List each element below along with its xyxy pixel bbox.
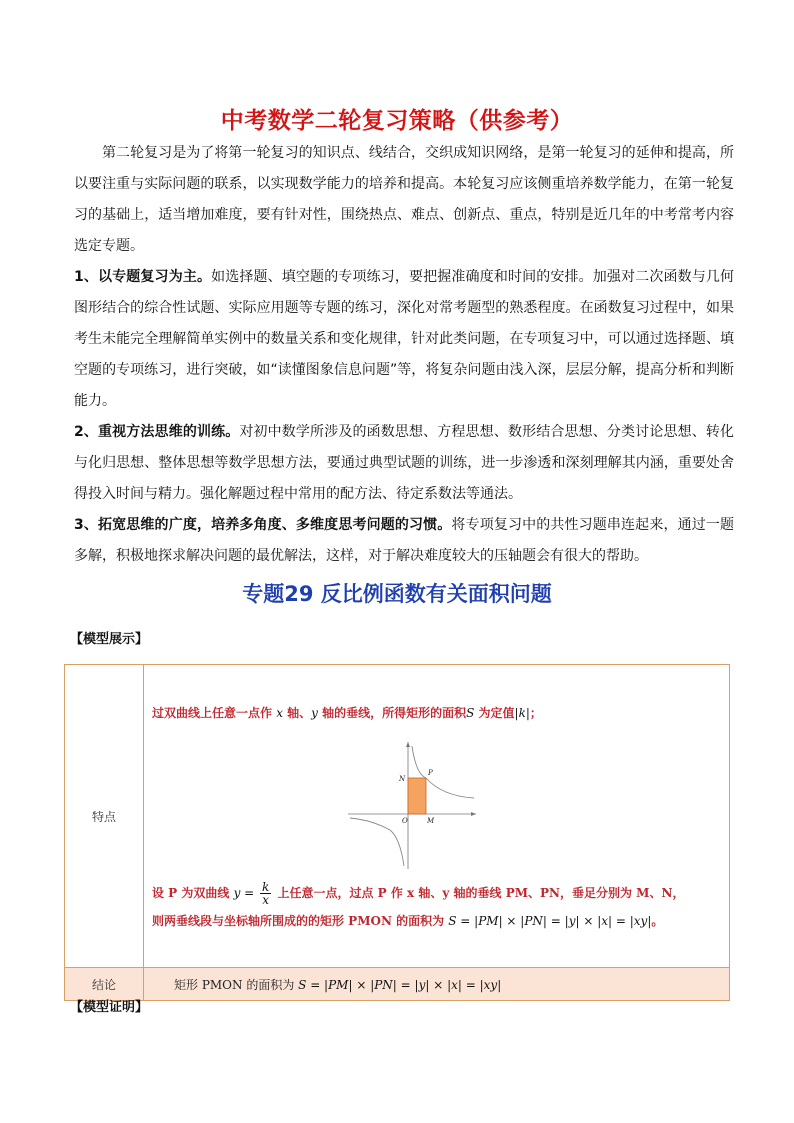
desc-end: 。 [651,913,664,928]
desc-text-c: 则两垂线段与坐标轴所围成的的矩形 PMON 的面积为 [152,913,449,928]
fraction-denominator: x [262,892,270,907]
hyperbola-branch-left [350,818,404,866]
conclusion-content [144,968,730,1001]
feature-var-y: y [311,705,318,720]
desc-var-y: y [233,885,241,900]
desc-text-b: 上任意一点，过点 P 作 x 轴、y 轴的垂线 PM、PN，垂足分别为 M、N， [273,885,685,900]
feature-abs-k: |k| [514,705,530,720]
label-p: P [428,768,433,777]
conclusion-text: 矩形 PMON 的面积为 [174,977,299,992]
feature-text-a: 过双曲线上任意一点作 [152,705,277,720]
feature-text-d: 为定值 [474,705,515,720]
hyperbola-graph [342,738,482,873]
model-table [64,664,730,1001]
label-o: O [402,816,408,825]
label-m: M [427,816,435,825]
intro-paragraph: 第二轮复习是为了将第一轮复习的知识点、线结合，交织成知识网络，是第一轮复习的延伸和提高，所以要注重与实际问题的联系，以实现数学能力的培养和提高。本轮复习应该侧重培养数学能力，在第一轮复习的基础上，适当增加难度，要有针对性，围绕热点、难点、创新点、重点，特别是近几年的中考常考内容选定专题。 [74,145,734,254]
feature-text-e: ； [529,705,542,720]
intro-block [74,138,734,572]
fraction-numerator: k [262,879,270,894]
x-axis-arrow [471,812,476,816]
area-rectangle [408,778,426,814]
feature-description [152,879,721,935]
point-2-text: 对初中数学所涉及的函数思想、方程思想、数形结合思想、分类讨论思想、转化与化归思想、整体思想等数学思想方法，要通过典型试题的训练，进一步渗透和深刻理解其内涵，重要处舍得投入时间与精力。强化解题过程中常用的配方法、待定系数法等通法。 [74,424,734,502]
conclusion-formula: S = |PM| × |PN| = |y| × |x| = |xy| [298,977,502,992]
point-2 [74,417,734,510]
point-3 [74,510,734,572]
conclusion-label: 结论 [65,968,144,1001]
desc-equals: = [240,885,259,900]
model-show-label: 【模型展示】 [70,632,149,647]
section-title: 专题29 反比例函数有关面积问题 [242,582,552,606]
point-2-heading: 2、重视方法思维的训练。 [74,424,240,440]
desc-formula: S = |PM| × |PN| = |y| × |x| = |xy| [448,913,652,928]
feature-statement [152,702,721,724]
point-1-text: 如选择题、填空题的专项练习，要把握准确度和时间的安排。加强对二次函数与几何图形结合的综合性试题、实际应用题等专题的练习，深化对常考题型的熟悉程度。在函数复习过程中，如果考生未能完全理解简单实例中的数量关系和变化规律，针对此类问题，在专项复习中，可以通过选择题、填空题的专项练习，进行突破，如“读懂图象信息问题”等，将复杂问题由浅入深，层层分解，提高分析和判断能力。 [74,269,734,409]
label-n: N [399,774,406,783]
feature-label: 特点 [65,665,144,968]
model-proof-label: 【模型证明】 [70,1000,149,1015]
feature-var-s: S [466,705,475,720]
desc-fraction [260,881,271,906]
y-axis-arrow [406,742,410,747]
desc-text-a: 设 P 为双曲线 [152,885,234,900]
feature-var-x: x [276,705,283,720]
point-3-text: 将专项复习中的共性习题串连起来，通过一题多解，积极地探求解决问题的最优解法，这样，对于解决难度较大的压轴题会有很大的帮助。 [74,517,735,564]
point-1-heading: 1、以专题复习为主。 [74,269,212,285]
point-1 [74,262,734,417]
conclusion-row [65,968,730,1001]
feature-row [65,665,730,968]
feature-content [144,665,730,968]
feature-text-c: 轴的垂线，所得矩形的面积 [317,705,467,720]
point-3-heading: 3、拓宽思维的广度，培养多角度、多维度思考问题的习惯。 [74,517,452,533]
main-title: 中考数学二轮复习策略（供参考） [220,108,574,134]
feature-text-b: 轴、 [282,705,312,720]
